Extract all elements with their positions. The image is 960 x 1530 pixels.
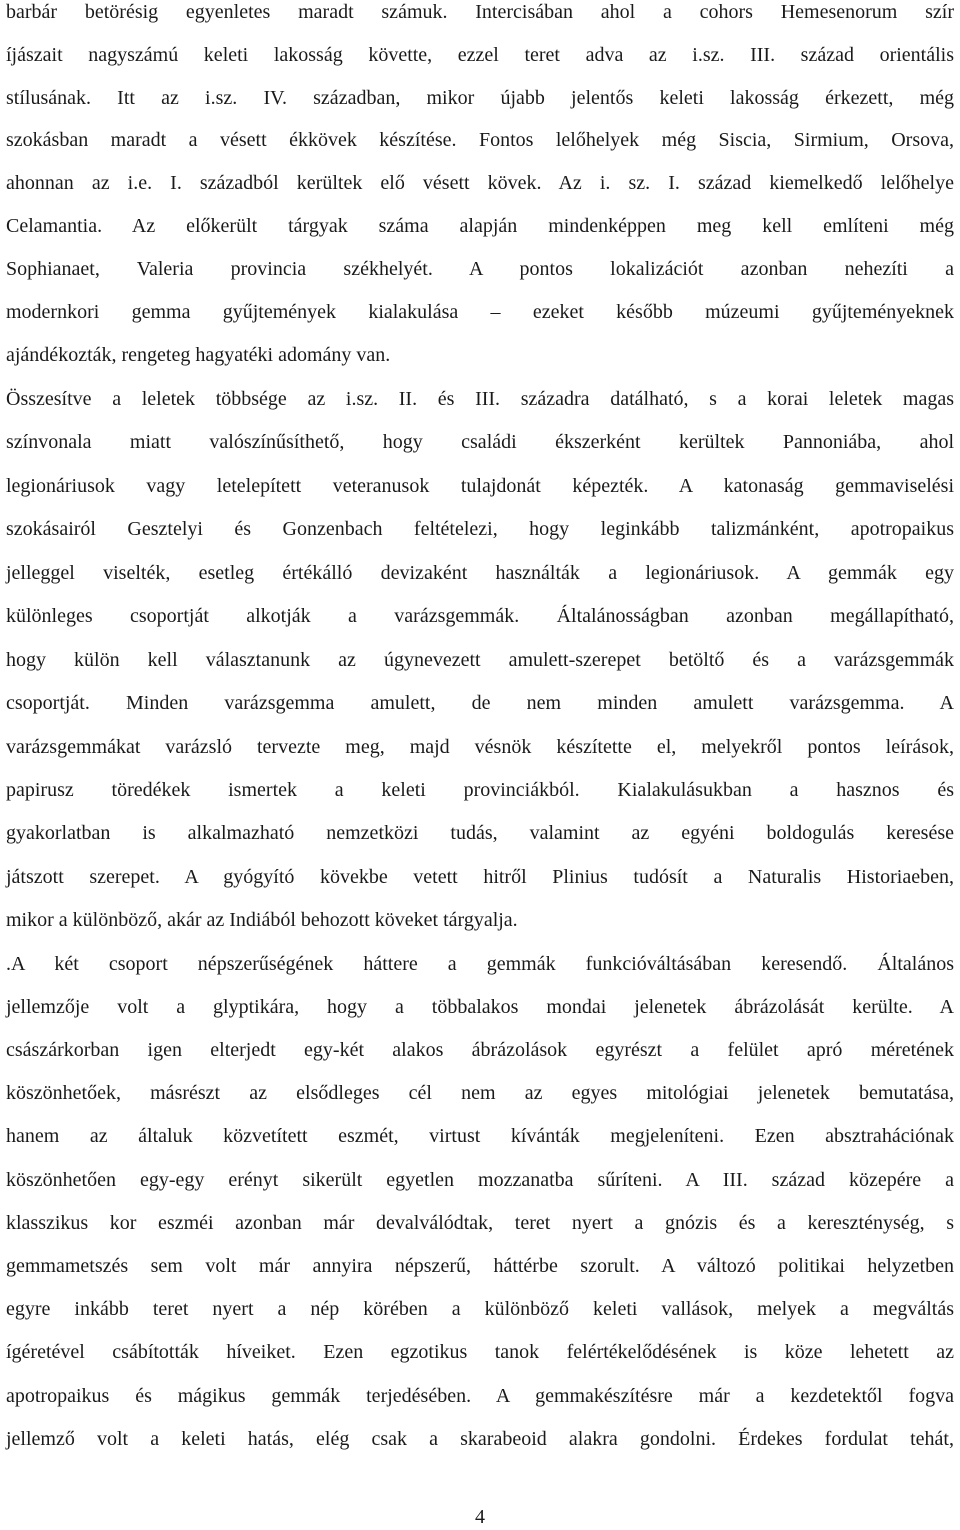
text-line: stílusának. Itt az i.sz. IV. században, mikor újabb jelentős keleti lakosság érkezett, még	[6, 87, 954, 109]
text-line: modernkori gemma gyűjtemények kialakulása – ezeket később múzeumi gyűjteményeknek	[6, 301, 954, 323]
text-line: jellemző volt a keleti hatás, elég csak a skarabeoid alakra gondolni. Érdekes fordulat tehát,	[6, 1428, 954, 1450]
text-line: köszönhetőek, másrészt az elsődleges cél nem az egyes mitológiai jelenetek bemutatása,	[6, 1082, 954, 1104]
text-line: hanem az általuk közvetített eszmét, virtust kívánták megjeleníteni. Ezen absztrahációnak	[6, 1125, 954, 1147]
text-line: Sophianaet, Valeria provincia székhelyét. A pontos lokalizációt azonban nehezíti a	[6, 258, 954, 280]
text-line: ahonnan az i.e. I. századból kerültek elő vésett kövek. Az i. sz. I. század kiemelkedő lelőhelye	[6, 172, 954, 194]
text-line: köszönhetően egy-egy erényt sikerült egyetlen mozzanatba sűríteni. A III. század közepére a	[6, 1169, 954, 1191]
text-line: gemmametszés sem volt már annyira népszerű, háttérbe szorult. A változó politikai helyzetben	[6, 1255, 954, 1277]
text-line: mikor a különböző, akár az Indiából behozott köveket tárgyalja.	[6, 909, 518, 931]
text-line: apotropaikus és mágikus gemmák terjedésében. A gemmakészítésre már a kezdetektől fogva	[6, 1385, 954, 1407]
text-line: színvonala miatt valószínűsíthető, hogy családi ékszerként kerültek Pannoniába, ahol	[6, 431, 954, 453]
text-line: .A két csoport népszerűségének háttere a gemmák funkcióváltásában keresendő. Általános	[6, 953, 954, 975]
text-line: jelleggel viselték, esetleg értékálló devizaként használták a legionáriusok. A gemmák egy	[6, 562, 954, 584]
text-line: barbár betörésig egyenletes maradt számuk. Intercisában ahol a cohors Hemesenorum szír	[6, 1, 954, 23]
text-line: szokásban maradt a vésett ékkövek készítése. Fontos lelőhelyek még Siscia, Sirmium, Orsova,	[6, 129, 954, 151]
text-line: gyakorlatban is alkalmazható nemzetközi tudás, valamint az egyéni boldogulás keresése	[6, 822, 954, 844]
text-line: ajándékozták, rengeteg hagyatéki adomány van.	[6, 344, 391, 366]
text-line: varázsgemmákat varázsló tervezte meg, majd vésnök készítette el, melyekről pontos leírások,	[6, 736, 954, 758]
text-line: különleges csoportját alkotják a varázsgemmák. Általánosságban azonban megállapítható,	[6, 605, 954, 627]
text-line: íjászait nagyszámú keleti lakosság követte, ezzel teret adva az i.sz. III. század orientális	[6, 44, 954, 66]
text-line: ígéretével csábították híveiket. Ezen egzotikus tanok felértékelődésének is köze lehetett az	[6, 1341, 954, 1363]
text-line: játszott szerepet. A gyógyító kövekbe vetett hitről Plinius tudósít a Naturalis Historiaeben,	[6, 866, 954, 888]
text-line: hogy külön kell választanunk az úgynevezett amulett-szerepet betöltő és a varázsgemmák	[6, 649, 954, 671]
text-line: klasszikus kor eszméi azonban már devalválódtak, teret nyert a gnózis és a kereszténység, s	[6, 1212, 954, 1234]
text-line: Celamantia. Az előkerült tárgyak száma alapján mindenképpen meg kell említeni még	[6, 215, 954, 237]
text-line: papirusz töredékek ismertek a keleti provinciákból. Kialakulásukban a hasznos és	[6, 779, 954, 801]
text-line: egyre inkább teret nyert a nép körében a különböző keleti vallások, melyek a megváltás	[6, 1298, 954, 1320]
page-number: 4	[475, 1506, 485, 1528]
text-line: Összesítve a leletek többsége az i.sz. II. és III. századra datálható, s a korai leletek magas	[6, 388, 954, 410]
text-line: császárkorban igen elterjedt egy-két alakos ábrázolások egyrészt a felület apró méretének	[6, 1039, 954, 1061]
text-line: legionáriusok vagy letelepített veteranusok tulajdonát képezték. A katonaság gemmaviselési	[6, 475, 954, 497]
text-line: csoportját. Minden varázsgemma amulett, de nem minden amulett varázsgemma. A	[6, 692, 954, 714]
text-line: szokásairól Gesztelyi és Gonzenbach feltételezi, hogy leginkább talizmánként, apotropaikus	[6, 518, 954, 540]
text-line: jellemzője volt a glyptikára, hogy a többalakos mondai jelenetek ábrázolását kerülte. A	[6, 996, 954, 1018]
